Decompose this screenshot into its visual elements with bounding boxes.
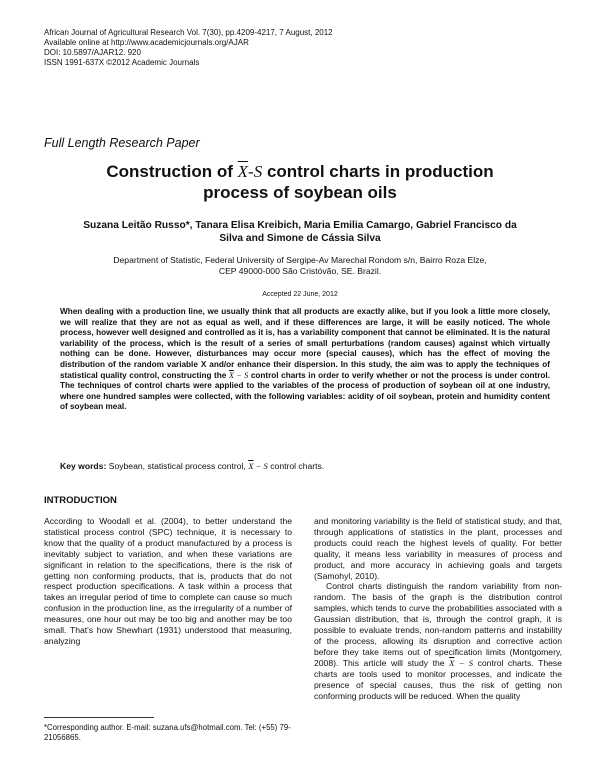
accepted-date: Accepted 22 June, 2012 bbox=[262, 291, 338, 298]
keywords bbox=[60, 461, 324, 471]
intro-p2-after: control charts. These charts are tools used to monitor processes, and indicate the presence of special causes, thus the risk of getting non conforming products will be reduced. When the quality bbox=[314, 657, 562, 701]
intro-right-paragraph-1: and monitoring variability is the field of statistical study, and that, through applications of statistics in the plant, processes and products could reach the highest levels of quality. For better quality, it means less variability in measures of process and product, and more accuracy in achieving goals and targets (Samohyl, 2010). bbox=[314, 516, 562, 581]
keywords-text: Soybean, statistical process control, bbox=[108, 461, 246, 471]
title-xbar-symbol: $\overline{X}$ bbox=[237, 162, 249, 181]
authors-line2: Silva and Simone de Cássia Silva bbox=[219, 233, 381, 244]
journal-issn: ISSN 1991-637X ©2012 Academic Journals bbox=[44, 58, 200, 67]
intro-p2-before: Control charts distinguish the random variability from non-random. The basis of the graph is the distribution control samples, which tends to curve the probabilities associated with a Gaussian distribution, that is, through the control graph, it is possible to evaluate trends, non-random patterns and instability of the process, allowing its disruption and corrective action before they take items out of specification limits (Montgomery, 2008). This article will study the bbox=[314, 581, 562, 668]
abstract bbox=[60, 307, 550, 413]
author-list bbox=[50, 219, 550, 245]
paper-title bbox=[44, 161, 556, 203]
journal-online-link[interactable]: Available online at http://www.academicjournals.org/AJAR bbox=[44, 38, 249, 47]
abstract-part1: When dealing with a production line, we usually think that all products are exactly alike, but if you look a little more closely, we will realize that they are not as equal as well, and if these differences are large, it will be easily noticed. The whole process, however well designed and controlled as it is, has a variability component that cannot be eliminated. It is the natural variability of the process, which is the result of a series of small perturbations (random causes) against which virtually nothing can be done. However, disturbances may occur more (special causes), which has the effect of moving the distribution of the random variable X and/or enhance their dispersion. In this study, the aim was to apply the techniques of statistical quality control, constructing the bbox=[60, 307, 550, 380]
intro-xbar-symbol: $\overline{X}$ bbox=[449, 657, 455, 668]
introduction-heading: INTRODUCTION bbox=[44, 495, 117, 506]
keywords-after: control charts. bbox=[270, 461, 325, 471]
intro-symbol-rest: − S bbox=[454, 657, 474, 668]
title-part-after: control charts in production bbox=[266, 162, 494, 181]
abstract-part2: control charts in order to verify whether or not the process is under control. The techniques of control charts were applied to the variables of the process of production of soybean oil at one industry, where one hundred samples were collected, with the following variables: acidity of oil soybean, protein and humidity content of soybean meal. bbox=[60, 370, 550, 412]
footnote-rule bbox=[44, 717, 154, 718]
journal-header bbox=[44, 28, 333, 68]
paper-type: Full Length Research Paper bbox=[44, 136, 200, 150]
authors-line1: Suzana Leitão Russo*, Tanara Elisa Kreibich, Maria Emilia Camargo, Gabriel Francisco da bbox=[83, 220, 517, 231]
affiliation-line2: CEP 49000-000 São Cristóvão, SE. Brazil. bbox=[218, 266, 382, 276]
journal-doi: DOI: 10.5897/AJAR12. 920 bbox=[44, 48, 141, 57]
abstract-symbol-rest: − S bbox=[233, 370, 249, 380]
intro-right-paragraph-2 bbox=[314, 581, 562, 701]
title-line2: process of soybean oils bbox=[203, 183, 397, 202]
corresponding-author-footnote: *Corresponding author. E-mail: suzana.ufs@hotmail.com. Tel: (+55) 79-21056865. bbox=[44, 723, 291, 742]
affiliation bbox=[60, 255, 540, 277]
introduction-right-column bbox=[314, 516, 562, 701]
title-part-before: Construction of bbox=[106, 162, 233, 181]
journal-citation: African Journal of Agricultural Research Vol. 7(30), pp.4209-4217, 7 August, 2012 bbox=[44, 28, 333, 37]
title-symbol-rest: -S bbox=[248, 162, 263, 181]
keywords-label: Key words: bbox=[60, 461, 107, 471]
intro-left-paragraph: According to Woodall et al. (2004), to better understand the statistical process control (SPC) technique, it is necessary to know that the quality of a product manufactured by a process is inevitably subject to variation, and when these variations are significant in relation to the specifications, there is the risk of getting non conforming products, that is, products that do not respect production specifications. A task within a process that takes an irregular period of time to complete can cause so much confusion in the production line, as the irregularity of a number of measures, one hour out may be too big and another may be too small. That's how Shewhart (1931) understood that measuring, analyzing bbox=[44, 516, 292, 646]
abstract-xbar-symbol: $\overline{X}$ bbox=[228, 370, 234, 380]
keywords-symbol-rest: − S bbox=[253, 461, 268, 471]
affiliation-line1: Department of Statistic, Federal University of Sergipe-Av Marechal Rondom s/n, Bairro Roza Elze, bbox=[113, 255, 487, 265]
introduction-left-column bbox=[44, 516, 292, 647]
keywords-xbar-symbol: $\overline{X}$ bbox=[248, 461, 254, 471]
